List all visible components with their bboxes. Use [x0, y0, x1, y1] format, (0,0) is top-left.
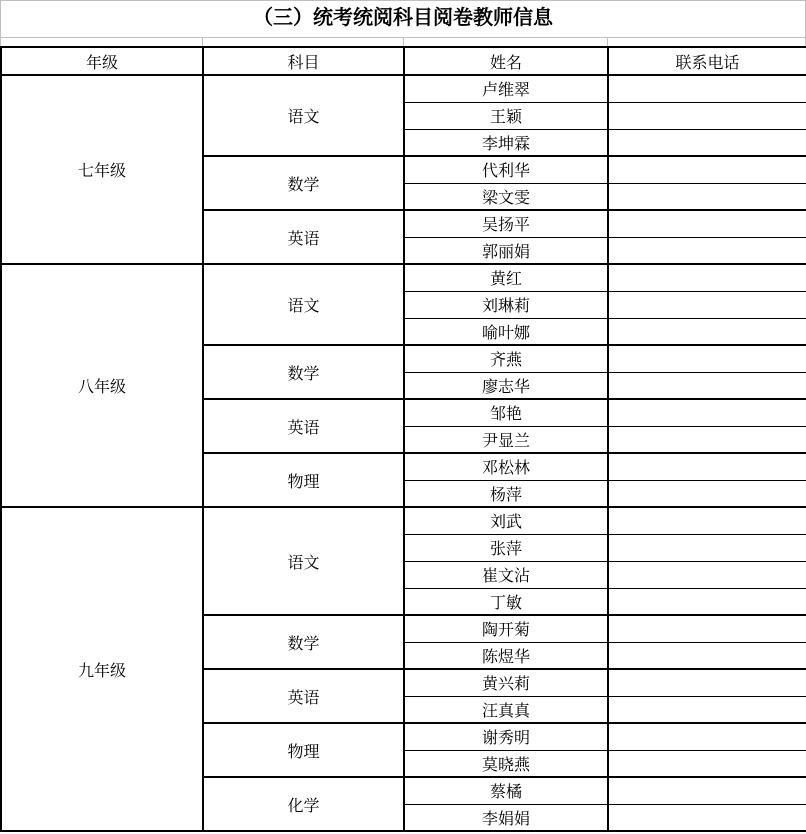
subject-cell: 英语 [203, 399, 404, 453]
phone-cell [608, 129, 806, 156]
table-row [1, 264, 806, 291]
phone-cell [608, 156, 806, 183]
phone-cell [608, 426, 806, 453]
phone-cell [608, 102, 806, 129]
phone-cell [608, 615, 806, 642]
subject-cell: 数学 [203, 615, 404, 669]
teacher-info-table [0, 46, 806, 832]
teacher-name-cell: 杨萍 [404, 480, 608, 507]
subject-cell: 数学 [203, 156, 404, 210]
teacher-name-cell: 代利华 [404, 156, 608, 183]
subject-cell: 语文 [203, 75, 404, 156]
phone-cell [608, 750, 806, 777]
teacher-name-cell: 尹显兰 [404, 426, 608, 453]
phone-cell [608, 507, 806, 534]
subject-cell: 物理 [203, 723, 404, 777]
phone-cell [608, 318, 806, 345]
teacher-name-cell: 刘琳莉 [404, 291, 608, 318]
phone-cell [608, 210, 806, 237]
subject-cell: 化学 [203, 777, 404, 831]
phone-cell [608, 237, 806, 264]
teacher-name-cell: 齐燕 [404, 345, 608, 372]
phone-cell [608, 183, 806, 210]
teacher-name-cell: 李坤霖 [404, 129, 608, 156]
subject-cell: 物理 [203, 453, 404, 507]
phone-cell [608, 399, 806, 426]
phone-cell [608, 345, 806, 372]
phone-cell [608, 777, 806, 804]
phone-cell [608, 291, 806, 318]
teacher-name-cell: 丁敏 [404, 588, 608, 615]
phone-cell [608, 588, 806, 615]
teacher-name-cell: 李娟娟 [404, 804, 608, 831]
teacher-name-cell: 陈煜华 [404, 642, 608, 669]
phone-cell [608, 372, 806, 399]
header-row [1, 47, 806, 75]
teacher-name-cell: 莫晓燕 [404, 750, 608, 777]
teacher-name-cell: 吴扬平 [404, 210, 608, 237]
grade-cell: 八年级 [1, 264, 203, 507]
phone-cell [608, 723, 806, 750]
spacer-cell [0, 38, 202, 46]
teacher-name-cell: 郭丽娟 [404, 237, 608, 264]
subject-cell: 英语 [203, 669, 404, 723]
spacer-cell [202, 38, 403, 46]
teacher-name-cell: 汪真真 [404, 696, 608, 723]
phone-cell [608, 642, 806, 669]
teacher-name-cell: 刘武 [404, 507, 608, 534]
teacher-name-cell: 邹艳 [404, 399, 608, 426]
table-row [1, 75, 806, 102]
teacher-name-cell: 谢秀明 [404, 723, 608, 750]
column-header-subject: 科目 [203, 47, 404, 75]
teacher-name-cell: 崔文沾 [404, 561, 608, 588]
column-header-name: 姓名 [404, 47, 608, 75]
phone-cell [608, 669, 806, 696]
phone-cell [608, 561, 806, 588]
phone-cell [608, 264, 806, 291]
teacher-name-cell: 卢维翠 [404, 75, 608, 102]
teacher-name-cell: 黄红 [404, 264, 608, 291]
teacher-name-cell: 蔡橘 [404, 777, 608, 804]
table-body [1, 75, 806, 831]
phone-cell [608, 480, 806, 507]
spacer-cell [403, 38, 607, 46]
subject-cell: 语文 [203, 507, 404, 615]
teacher-name-cell: 陶开菊 [404, 615, 608, 642]
teacher-name-cell: 张萍 [404, 534, 608, 561]
phone-cell [608, 453, 806, 480]
teacher-name-cell: 喻叶娜 [404, 318, 608, 345]
subject-cell: 语文 [203, 264, 404, 345]
phone-cell [608, 75, 806, 102]
subject-cell: 英语 [203, 210, 404, 264]
subject-cell: 数学 [203, 345, 404, 399]
grade-cell: 九年级 [1, 507, 203, 831]
spacer-row [0, 37, 806, 46]
phone-cell [608, 804, 806, 831]
page-title: （三）统考统阅科目阅卷教师信息 [0, 0, 806, 37]
phone-cell [608, 534, 806, 561]
column-header-phone: 联系电话 [608, 47, 806, 75]
column-header-grade: 年级 [1, 47, 203, 75]
teacher-name-cell: 廖志华 [404, 372, 608, 399]
table-row [1, 507, 806, 534]
teacher-name-cell: 梁文雯 [404, 183, 608, 210]
teacher-name-cell: 王颖 [404, 102, 608, 129]
spacer-cell [607, 38, 806, 46]
table-header [1, 47, 806, 75]
teacher-name-cell: 邓松林 [404, 453, 608, 480]
teacher-name-cell: 黄兴莉 [404, 669, 608, 696]
grade-cell: 七年级 [1, 75, 203, 264]
phone-cell [608, 696, 806, 723]
